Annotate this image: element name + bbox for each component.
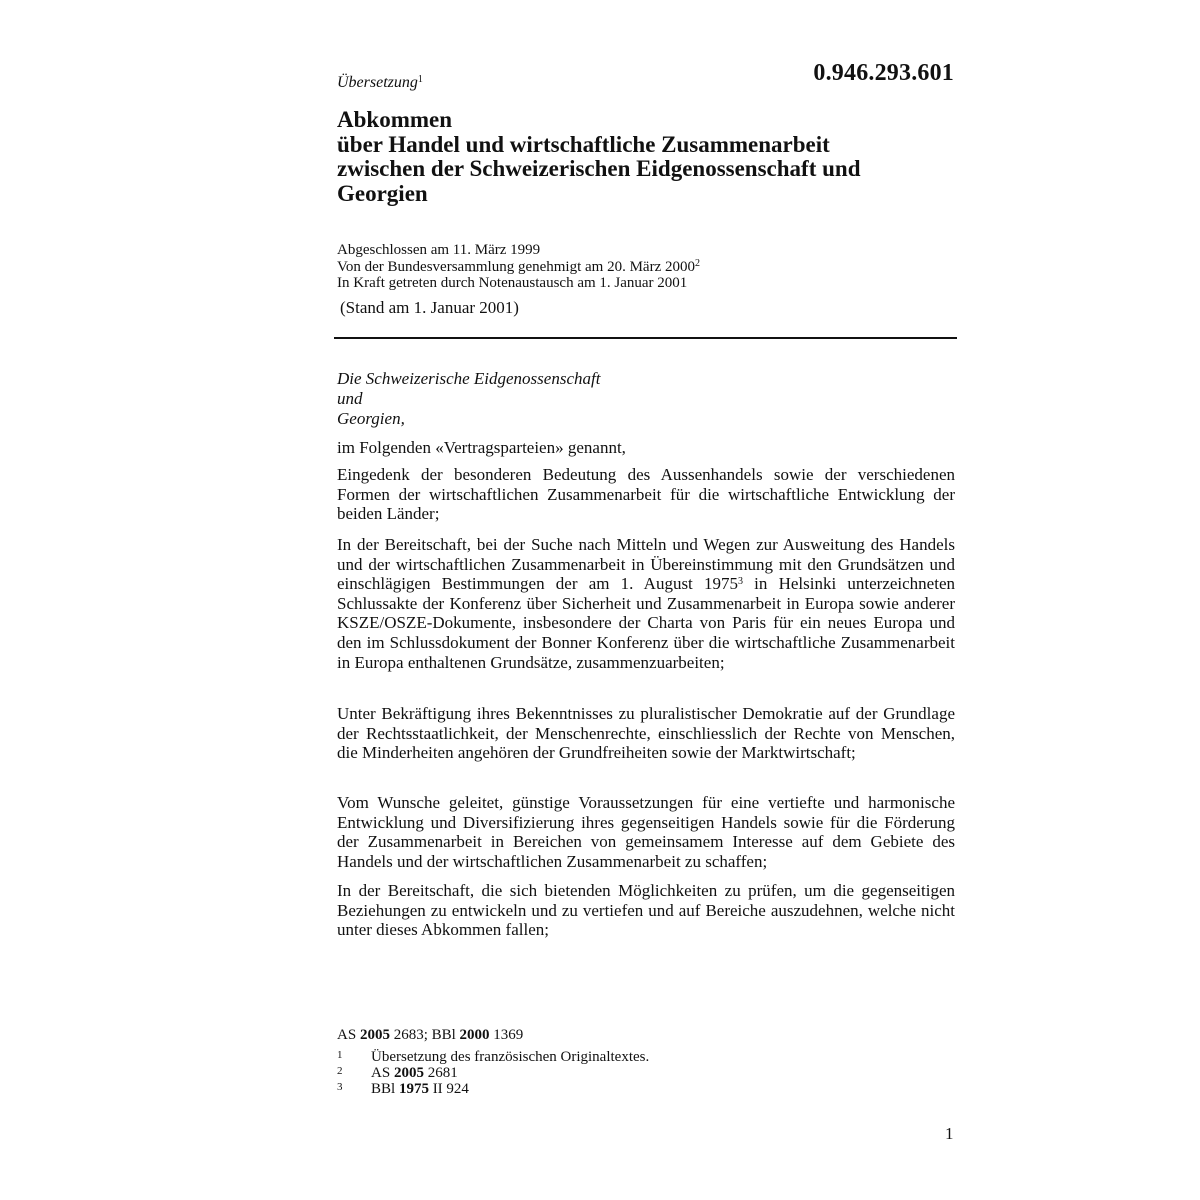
document-metadata — [337, 242, 700, 292]
approval-date: Von der Bundesversammlung genehmigt am 20. März 2000$^2$ — [337, 257, 700, 275]
title-line: Abkommen — [337, 107, 453, 132]
contracting-parties — [337, 369, 600, 429]
title-line: zwischen der Schweizerischen Eidgenossenschaft und — [337, 156, 861, 181]
preamble-paragraph-3: Unter Bekräftigung ihres Bekenntnisses zu pluralistischer Demokratie auf der Grundlage der Rechtsstaatlichkeit, der Menschenrechte, einschliesslich der Rechte von Menschen, die Minderheiten angehören der Grundfreiheiten sowie der Marktwirtschaft; — [337, 704, 955, 763]
preamble-paragraph-5: In der Bereitschaft, die sich bietenden Möglichkeiten zu prüfen, um die gegenseitigen Beziehungen zu entwickeln und zu vertiefen und auf Bereiche auszudehnen, welche nicht unter dieses Abkommen fallen; — [337, 881, 955, 940]
preamble-paragraph-1: Eingedenk der besonderen Bedeutung des Aussenhandels sowie der verschiedenen Formen der wirtschaftlichen Zusammenarbeit für die wirtschaftliche Entwicklung der beiden Länder; — [337, 465, 955, 524]
footnote-1: 1 Übersetzung des französischen Originaltextes. — [337, 1049, 650, 1065]
page-number: 1 — [945, 1124, 954, 1143]
footnote-3: 3 BBl 1975 II 924 — [337, 1081, 469, 1097]
divider — [334, 337, 957, 339]
in-force-date: In Kraft getreten durch Notenaustausch am 1. Januar 2001 — [337, 275, 688, 292]
party-name: Georgien, — [337, 409, 405, 428]
translation-label: Übersetzung$^1$ — [337, 74, 423, 91]
preamble-paragraph-2: In der Bereitschaft, bei der Suche nach Mitteln und Wegen zur Ausweitung des Handels und der wirtschaftlichen Zusammenarbeit in Übereinstimmung mit den Grundsätzen und einschlägigen Bestimmungen der am 1. August 1975$^3$ in Helsinki unterzeichneten Schlussakte der Konferenz über Sicherheit und Zusammenarbeit in Europa sowie anderer KSZE/OSZE-Dokumente, insbesondere der Charta von Paris für ein neues Europa und den im Schlussdokument der Bonner Konferenz über die wirtschaftliche Zusammenarbeit in Europa enthaltenen Grundsätze, zusammenzuarbeiten; — [337, 535, 956, 672]
party-conjunction: und — [337, 389, 363, 408]
title-line: Georgien — [337, 180, 428, 206]
footnote-2: 2 AS 2005 2681 — [337, 1065, 458, 1081]
concluded-date: Abgeschlossen am 11. März 1999 — [337, 242, 541, 258]
party-name: Die Schweizerische Eidgenossenschaft — [337, 369, 601, 388]
title-line: über Handel und wirtschaftliche Zusammenarbeit — [337, 131, 830, 157]
preamble-paragraph-4: Vom Wunsche geleitet, günstige Voraussetzungen für eine vertiefte und harmonische Entwicklung und Diversifizierung ihres gegenseitigen Handels sowie für die Förderung der Zusammenarbeit in Bereichen von gemeinsamem Interesse auf dem Gebiete des Handels und der wirtschaftlichen Zusammenarbeit zu schaffen; — [337, 793, 955, 871]
footnote-ref-3[interactable]: 3 — [737, 576, 743, 588]
designation-paragraph: im Folgenden «Vertragsparteien» genannt, — [337, 438, 626, 457]
source-reference: AS 2005 2683; BBl 2000 1369 — [337, 1027, 524, 1043]
status-date: (Stand am 1. Januar 2001) — [340, 298, 519, 317]
footnote-ref-2[interactable]: 2 — [695, 257, 700, 269]
footnote-ref-1[interactable]: 1 — [417, 74, 423, 85]
sr-number: 0.946.293.601 — [813, 60, 954, 86]
document-title — [337, 108, 957, 206]
